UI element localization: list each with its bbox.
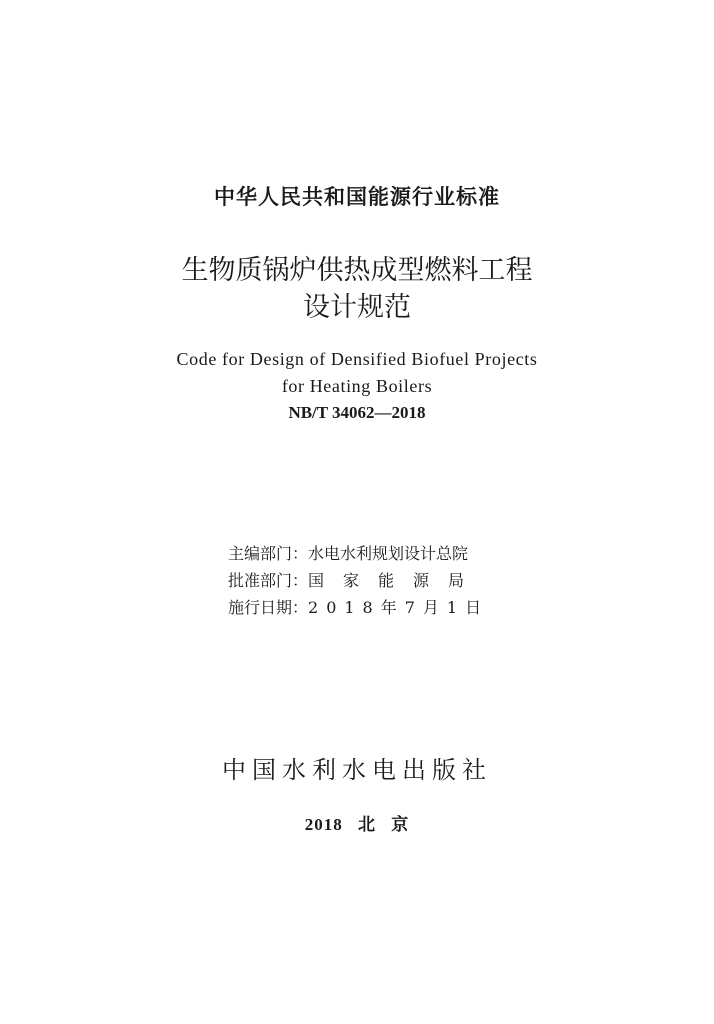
publication-place-year: 2018 北 京 <box>304 815 410 834</box>
publisher-name: 中国水利水电出版社 <box>222 756 492 784</box>
document-title-line-2: 设计规范 <box>303 292 411 323</box>
english-title-line-2: for Heating Boilers <box>281 376 433 396</box>
effective-date-row <box>228 594 548 621</box>
editor-department-row <box>228 540 548 567</box>
english-title-line-1: Code for Design of Densified Biofuel Projects <box>176 349 538 369</box>
editor-department-label: 主编部门： <box>228 544 309 563</box>
approval-department-row <box>228 567 548 594</box>
effective-date-value: 2018年7月1日 <box>308 598 490 617</box>
approval-department-label: 批准部门： <box>228 571 309 590</box>
document-title-line-1: 生物质锅炉供热成型燃料工程 <box>181 255 533 286</box>
metadata-block <box>228 540 548 621</box>
approval-department-value: 国家能源局 <box>308 571 484 590</box>
standard-number: NB/T 34062—2018 <box>288 403 426 422</box>
effective-date-label: 施行日期： <box>228 598 309 617</box>
editor-department-value: 水电水利规划设计总院 <box>308 544 469 563</box>
industry-standard-heading: 中华人民共和国能源行业标准 <box>214 185 500 209</box>
